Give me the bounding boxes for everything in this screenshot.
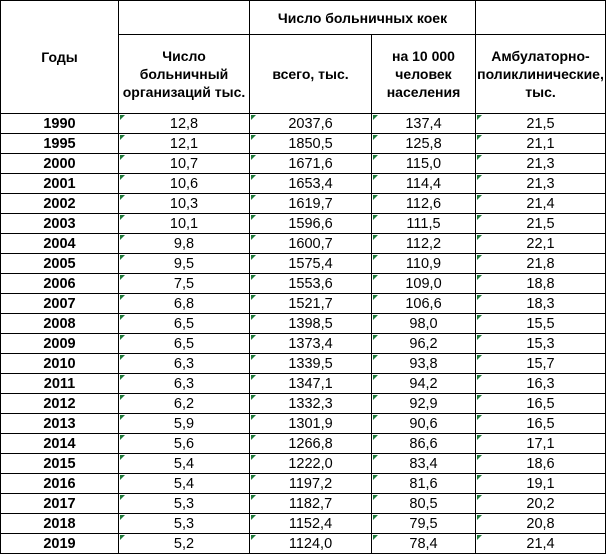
header-beds-per-10000: на 10 000 человек населения (372, 35, 476, 114)
cell-org-count: 6,3 (119, 354, 250, 374)
header-blank (476, 1, 606, 35)
cell-beds-per-10000: 90,6 (372, 414, 476, 434)
cell-beds-total: 1347,1 (250, 374, 372, 394)
cell-year: 2005 (1, 254, 119, 274)
table-row (1, 434, 606, 454)
cell-year: 1995 (1, 134, 119, 154)
cell-outpatient: 16,5 (476, 394, 606, 414)
cell-org-count: 12,8 (119, 114, 250, 134)
cell-outpatient: 15,7 (476, 354, 606, 374)
cell-beds-per-10000: 83,4 (372, 454, 476, 474)
header-outpatient: Амбулаторно-поликлинические, тыс. (476, 35, 606, 114)
cell-outpatient: 20,8 (476, 514, 606, 534)
cell-year: 2013 (1, 414, 119, 434)
cell-beds-total: 1182,7 (250, 494, 372, 514)
table-row (1, 214, 606, 234)
cell-year: 2012 (1, 394, 119, 414)
cell-org-count: 10,1 (119, 214, 250, 234)
cell-outpatient: 21,3 (476, 174, 606, 194)
cell-beds-per-10000: 110,9 (372, 254, 476, 274)
cell-beds-total: 1301,9 (250, 414, 372, 434)
cell-org-count: 5,4 (119, 474, 250, 494)
cell-beds-total: 1619,7 (250, 194, 372, 214)
cell-outpatient: 18,3 (476, 294, 606, 314)
table-row (1, 314, 606, 334)
cell-year: 2016 (1, 474, 119, 494)
cell-beds-per-10000: 115,0 (372, 154, 476, 174)
cell-beds-per-10000: 98,0 (372, 314, 476, 334)
cell-year: 1990 (1, 114, 119, 134)
table-row (1, 454, 606, 474)
table-row (1, 494, 606, 514)
cell-beds-per-10000: 86,6 (372, 434, 476, 454)
table-row (1, 354, 606, 374)
table-row (1, 474, 606, 494)
cell-beds-total: 1339,5 (250, 354, 372, 374)
cell-year: 2014 (1, 434, 119, 454)
cell-year: 2008 (1, 314, 119, 334)
cell-org-count: 5,4 (119, 454, 250, 474)
table-row (1, 534, 606, 554)
cell-org-count: 5,3 (119, 494, 250, 514)
table-row (1, 374, 606, 394)
cell-beds-total: 1521,7 (250, 294, 372, 314)
cell-outpatient: 21,5 (476, 214, 606, 234)
cell-org-count: 9,5 (119, 254, 250, 274)
table-row (1, 334, 606, 354)
cell-org-count: 10,3 (119, 194, 250, 214)
cell-outpatient: 21,1 (476, 134, 606, 154)
cell-outpatient: 18,8 (476, 274, 606, 294)
cell-beds-total: 1575,4 (250, 254, 372, 274)
header-beds-group: Число больничных коек (250, 1, 476, 35)
cell-beds-per-10000: 92,9 (372, 394, 476, 414)
cell-outpatient: 18,6 (476, 454, 606, 474)
cell-outpatient: 16,3 (476, 374, 606, 394)
cell-beds-total: 1653,4 (250, 174, 372, 194)
cell-outpatient: 22,1 (476, 234, 606, 254)
cell-org-count: 6,3 (119, 374, 250, 394)
cell-year: 2015 (1, 454, 119, 474)
table-row (1, 234, 606, 254)
cell-beds-total: 1373,4 (250, 334, 372, 354)
cell-beds-per-10000: 106,6 (372, 294, 476, 314)
cell-year: 2007 (1, 294, 119, 314)
cell-beds-total: 1398,5 (250, 314, 372, 334)
cell-year: 2017 (1, 494, 119, 514)
cell-beds-per-10000: 79,5 (372, 514, 476, 534)
cell-beds-total: 1553,6 (250, 274, 372, 294)
cell-year: 2011 (1, 374, 119, 394)
cell-outpatient: 21,8 (476, 254, 606, 274)
table-row (1, 254, 606, 274)
cell-year: 2006 (1, 274, 119, 294)
cell-year: 2009 (1, 334, 119, 354)
table-row (1, 294, 606, 314)
cell-outpatient: 20,2 (476, 494, 606, 514)
cell-beds-total: 1266,8 (250, 434, 372, 454)
cell-beds-total: 1124,0 (250, 534, 372, 554)
cell-org-count: 5,6 (119, 434, 250, 454)
table-body (1, 114, 606, 554)
table-row (1, 394, 606, 414)
cell-org-count: 12,1 (119, 134, 250, 154)
cell-outpatient: 19,1 (476, 474, 606, 494)
cell-beds-per-10000: 112,2 (372, 234, 476, 254)
cell-beds-per-10000: 96,2 (372, 334, 476, 354)
cell-beds-total: 1600,7 (250, 234, 372, 254)
table-row (1, 274, 606, 294)
cell-beds-total: 1671,6 (250, 154, 372, 174)
cell-outpatient: 21,4 (476, 534, 606, 554)
cell-beds-per-10000: 114,4 (372, 174, 476, 194)
cell-year: 2003 (1, 214, 119, 234)
cell-beds-per-10000: 78,4 (372, 534, 476, 554)
cell-beds-total: 1850,5 (250, 134, 372, 154)
table-row (1, 174, 606, 194)
cell-org-count: 10,7 (119, 154, 250, 174)
cell-beds-per-10000: 93,8 (372, 354, 476, 374)
table-header (1, 1, 606, 114)
cell-org-count: 9,8 (119, 234, 250, 254)
cell-outpatient: 21,4 (476, 194, 606, 214)
cell-beds-total: 2037,6 (250, 114, 372, 134)
cell-year: 2004 (1, 234, 119, 254)
cell-org-count: 10,6 (119, 174, 250, 194)
cell-org-count: 5,9 (119, 414, 250, 434)
cell-outpatient: 16,5 (476, 414, 606, 434)
table-row (1, 514, 606, 534)
cell-beds-per-10000: 125,8 (372, 134, 476, 154)
cell-year: 2019 (1, 534, 119, 554)
table-row (1, 414, 606, 434)
cell-outpatient: 15,3 (476, 334, 606, 354)
cell-org-count: 6,5 (119, 334, 250, 354)
cell-year: 2000 (1, 154, 119, 174)
header-beds-total: всего, тыс. (250, 35, 372, 114)
cell-org-count: 6,8 (119, 294, 250, 314)
cell-year: 2010 (1, 354, 119, 374)
cell-beds-total: 1197,2 (250, 474, 372, 494)
cell-year: 2001 (1, 174, 119, 194)
cell-beds-total: 1596,6 (250, 214, 372, 234)
cell-beds-per-10000: 112,6 (372, 194, 476, 214)
cell-outpatient: 21,5 (476, 114, 606, 134)
cell-outpatient: 21,3 (476, 154, 606, 174)
cell-beds-total: 1332,3 (250, 394, 372, 414)
cell-beds-per-10000: 80,5 (372, 494, 476, 514)
header-years: Годы (1, 1, 119, 114)
cell-year: 2018 (1, 514, 119, 534)
cell-year: 2002 (1, 194, 119, 214)
cell-beds-per-10000: 111,5 (372, 214, 476, 234)
header-blank (119, 1, 250, 35)
table-row (1, 114, 606, 134)
table-row (1, 134, 606, 154)
cell-beds-total: 1222,0 (250, 454, 372, 474)
cell-org-count: 7,5 (119, 274, 250, 294)
cell-org-count: 5,2 (119, 534, 250, 554)
cell-beds-per-10000: 137,4 (372, 114, 476, 134)
table-row (1, 194, 606, 214)
cell-beds-per-10000: 109,0 (372, 274, 476, 294)
cell-org-count: 6,5 (119, 314, 250, 334)
header-org-count: Число больничный организаций тыс. (119, 35, 250, 114)
table-row (1, 154, 606, 174)
cell-outpatient: 15,5 (476, 314, 606, 334)
cell-beds-per-10000: 94,2 (372, 374, 476, 394)
cell-org-count: 5,3 (119, 514, 250, 534)
cell-outpatient: 17,1 (476, 434, 606, 454)
cell-beds-total: 1152,4 (250, 514, 372, 534)
cell-org-count: 6,2 (119, 394, 250, 414)
cell-beds-per-10000: 81,6 (372, 474, 476, 494)
